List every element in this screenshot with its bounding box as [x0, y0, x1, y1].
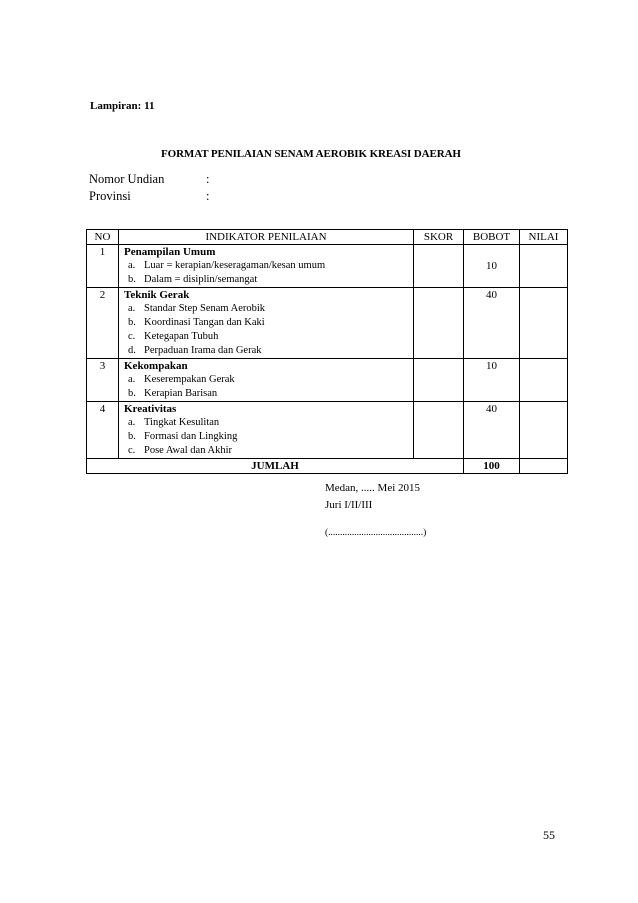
indicator-item: a. Tingkat Kesulitan	[128, 417, 220, 428]
column-header-bobot: BOBOT	[464, 230, 520, 245]
bobot-cell: 40	[464, 402, 520, 459]
indicator-cell	[119, 288, 414, 359]
row-number: 1	[87, 245, 119, 288]
indicator-item: b. Kerapian Barisan	[128, 388, 218, 399]
nomor-undian-label: Nomor Undian	[89, 172, 165, 186]
nilai-cell[interactable]	[520, 359, 568, 402]
nilai-cell[interactable]	[520, 245, 568, 288]
indicator-item: a. Keserempakan Gerak	[128, 374, 235, 385]
indicator-item: b. Formasi dan Lingking	[128, 431, 238, 442]
column-header-no: NO	[87, 230, 119, 245]
indicator-cell	[119, 245, 414, 288]
signature-blank-line: (........................................)	[325, 528, 427, 538]
signature-place-date: Medan, ..... Mei 2015	[325, 482, 421, 494]
column-header-nilai: NILAI	[520, 230, 568, 245]
indicator-cell	[119, 402, 414, 459]
nilai-cell[interactable]	[520, 288, 568, 359]
indicator-item: b. Koordinasi Tangan dan Kaki	[128, 317, 265, 328]
total-row	[87, 459, 568, 474]
indicator-item: c. Pose Awal dan Akhir	[128, 445, 232, 456]
skor-cell[interactable]	[414, 359, 464, 402]
table-row	[87, 359, 568, 402]
nomor-undian-colon: :	[206, 172, 210, 186]
table-row	[87, 288, 568, 359]
indicator-title: Penampilan Umum	[124, 246, 216, 258]
indicator-cell	[119, 359, 414, 402]
bobot-cell: 10	[464, 359, 520, 402]
indicator-item: c. Ketegapan Tubuh	[128, 331, 219, 342]
indicator-item: d. Perpaduan Irama dan Gerak	[128, 345, 262, 356]
total-nilai-cell[interactable]	[520, 459, 568, 474]
page-number: 55	[543, 828, 555, 842]
indicator-item: a. Luar = kerapian/keseragaman/kesan umum	[128, 260, 326, 271]
table-row	[87, 402, 568, 459]
row-number: 4	[87, 402, 119, 459]
column-header-skor: SKOR	[414, 230, 464, 245]
row-number: 2	[87, 288, 119, 359]
bobot-cell: 10	[464, 245, 520, 288]
provinsi-label: Provinsi	[89, 189, 131, 203]
total-bobot: 100	[464, 459, 520, 474]
table-row	[87, 245, 568, 288]
indicator-title: Kekompakan	[124, 360, 188, 372]
signature-juri: Juri I/II/III	[325, 499, 373, 511]
table-header-row	[87, 230, 568, 245]
nilai-cell[interactable]	[520, 402, 568, 459]
indicator-item: b. Dalam = disiplin/semangat	[128, 274, 258, 285]
document-title: FORMAT PENILAIAN SENAM AEROBIK KREASI DAERAH	[161, 148, 461, 160]
bobot-cell: 40	[464, 288, 520, 359]
skor-cell[interactable]	[414, 245, 464, 288]
row-number: 3	[87, 359, 119, 402]
assessment-table	[86, 229, 568, 474]
provinsi-colon: :	[206, 189, 210, 203]
attachment-label: Lampiran: 11	[90, 100, 155, 112]
indicator-item: a. Standar Step Senam Aerobik	[128, 303, 266, 314]
total-label: JUMLAH	[87, 459, 464, 474]
indicator-title: Teknik Gerak	[124, 289, 190, 301]
indicator-title: Kreativitas	[124, 403, 177, 415]
column-header-indikator: INDIKATOR PENILAIAN	[119, 230, 414, 245]
skor-cell[interactable]	[414, 402, 464, 459]
skor-cell[interactable]	[414, 288, 464, 359]
